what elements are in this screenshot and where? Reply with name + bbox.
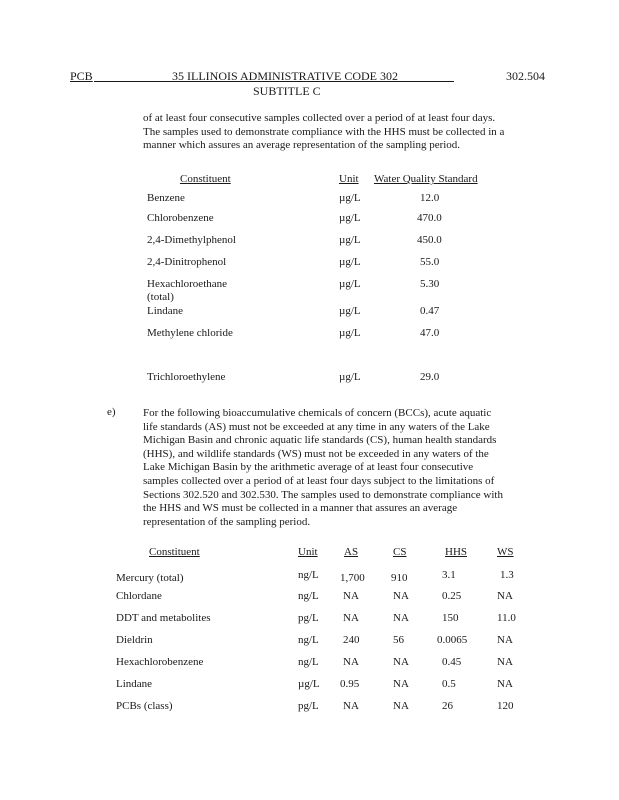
table2-header-cs: CS bbox=[393, 546, 407, 558]
table2-unit: ng/L bbox=[298, 656, 319, 668]
section-e-line: Michigan Basin and chronic aquatic life standards (CS), human health standards bbox=[143, 434, 497, 447]
section-e-label: e) bbox=[107, 406, 116, 418]
table1-value: 470.0 bbox=[417, 212, 442, 224]
section-e-line: life standards (AS) must not be exceeded at any time in any waters of the Lake bbox=[143, 420, 490, 433]
section-e-line: (HHS), and wildlife standards (WS) must not be exceeded in any waters of the bbox=[143, 447, 489, 460]
table1-constituent: 2,4-Dinitrophenol bbox=[147, 256, 227, 268]
table2-constituent: DDT and metabolites bbox=[116, 612, 211, 624]
table2-ws: NA bbox=[497, 634, 513, 646]
table1-value: 12.0 bbox=[420, 192, 440, 204]
table2-ws: NA bbox=[497, 678, 513, 690]
table2-cs: NA bbox=[393, 678, 409, 690]
section-e-line: representation of the sampling period. bbox=[143, 515, 311, 528]
table1-constituent: Benzene bbox=[147, 192, 185, 204]
table2-hhs: 0.25 bbox=[442, 590, 462, 602]
table2-constituent: Lindane bbox=[116, 678, 153, 690]
table2-cs: 910 bbox=[391, 572, 408, 584]
table2-hhs: 0.0065 bbox=[437, 634, 468, 646]
header-section-number: 302.504 bbox=[506, 69, 545, 83]
section-e-paragraph bbox=[143, 407, 503, 529]
table1-unit: µg/L bbox=[339, 234, 361, 246]
table2-unit: pg/L bbox=[298, 612, 319, 624]
table2-ws: NA bbox=[497, 656, 513, 668]
table2-cs: NA bbox=[393, 700, 409, 712]
table2-cs: NA bbox=[393, 612, 409, 624]
table1-value: 450.0 bbox=[417, 234, 442, 246]
intro-line: The samples used to demonstrate compliance with the HHS must be collected in a bbox=[143, 125, 505, 138]
table2-ws: 11.0 bbox=[497, 612, 516, 624]
table1-unit: µg/L bbox=[339, 305, 361, 317]
table1-value: 47.0 bbox=[420, 327, 440, 339]
table2-as: NA bbox=[343, 656, 359, 668]
table2-cs: NA bbox=[393, 656, 409, 668]
table2-hhs: 0.45 bbox=[442, 656, 462, 668]
table1-header-constituent: Constituent bbox=[180, 173, 231, 185]
table1-unit: µg/L bbox=[339, 327, 361, 339]
table2-unit: ng/L bbox=[298, 590, 319, 602]
table2-header-as: AS bbox=[344, 546, 359, 558]
table1-unit: µg/L bbox=[339, 256, 361, 268]
table2-as: NA bbox=[343, 590, 359, 602]
section-e-line: Lake Michigan Basin by the arithmetic average of at least four consecutive bbox=[143, 461, 474, 474]
table1-value: 29.0 bbox=[420, 371, 440, 383]
table2-cs: NA bbox=[393, 590, 409, 602]
table2-unit: ng/L bbox=[298, 634, 319, 646]
table2-hhs: 3.1 bbox=[442, 569, 456, 581]
table2-header-hhs: HHS bbox=[445, 546, 468, 558]
table2-ws: NA bbox=[497, 590, 513, 602]
table1-header-unit: Unit bbox=[339, 173, 359, 185]
table1-constituent: Methylene chloride bbox=[147, 327, 233, 339]
table2-as: NA bbox=[343, 612, 359, 624]
table2-hhs: 0.5 bbox=[442, 678, 456, 690]
table1-unit: µg/L bbox=[339, 278, 361, 290]
section-e-line: Sections 302.520 and 302.530. The samples used to demonstrate compliance with bbox=[143, 488, 503, 501]
table1-value: 55.0 bbox=[420, 256, 440, 268]
table1-header-standard: Water Quality Standard bbox=[374, 173, 478, 185]
table1-constituent: 2,4-Dimethylphenol bbox=[147, 234, 236, 246]
table2-constituent: PCBs (class) bbox=[116, 700, 173, 712]
table2-as: NA bbox=[343, 700, 359, 712]
table2-hhs: 26 bbox=[442, 700, 453, 712]
intro-paragraph bbox=[143, 112, 504, 153]
table2-unit: ng/L bbox=[298, 569, 319, 581]
table2-constituent: Dieldrin bbox=[116, 634, 153, 646]
section-e-line: the HHS and WS must be collected in a manner that assures an average bbox=[143, 502, 458, 515]
table2-as: 1,700 bbox=[340, 572, 365, 584]
table1-unit: µg/L bbox=[339, 212, 361, 224]
table2-constituent: Hexachlorobenzene bbox=[116, 656, 204, 668]
header-subtitle: SUBTITLE C bbox=[253, 84, 321, 98]
table2-as: 0.95 bbox=[340, 678, 360, 690]
table2-constituent: Chlordane bbox=[116, 590, 162, 602]
table2-hhs: 150 bbox=[442, 612, 459, 624]
table1-value: 5.30 bbox=[420, 278, 440, 290]
table2-constituent: Mercury (total) bbox=[116, 572, 184, 584]
table2-header-unit: Unit bbox=[298, 546, 318, 558]
section-e-line: samples collected over a period of at least four days subject to the limitations of bbox=[143, 474, 495, 487]
table2-unit: µg/L bbox=[298, 678, 320, 690]
table1-constituent: Trichloroethylene bbox=[147, 371, 226, 383]
table1-constituent: Hexachloroethane bbox=[147, 278, 228, 290]
table1-constituent-line2: (total) bbox=[147, 291, 174, 303]
intro-line: of at least four consecutive samples collected over a period of at least four days. bbox=[143, 112, 496, 124]
table1-unit: µg/L bbox=[339, 192, 361, 204]
intro-line: manner which assures an average representation of the sampling period. bbox=[143, 139, 461, 152]
table2-ws: 1.3 bbox=[500, 569, 514, 581]
header-code-title: 35 ILLINOIS ADMINISTRATIVE CODE 302 bbox=[172, 69, 398, 83]
table2-header-ws: WS bbox=[497, 546, 514, 558]
table1-constituent: Chlorobenzene bbox=[147, 212, 214, 224]
table2-header-constituent: Constituent bbox=[149, 546, 200, 558]
table2-ws: 120 bbox=[497, 700, 514, 712]
table2-unit: pg/L bbox=[298, 700, 319, 712]
table2-cs: 56 bbox=[393, 634, 404, 646]
table1-constituent: Lindane bbox=[147, 305, 184, 317]
table1-unit: µg/L bbox=[339, 371, 361, 383]
table1-value: 0.47 bbox=[420, 305, 440, 317]
header-left: PCB bbox=[70, 69, 93, 83]
section-e-line: For the following bioaccumulative chemicals of concern (BCCs), acute aquatic bbox=[143, 407, 492, 419]
table2-as: 240 bbox=[343, 634, 360, 646]
